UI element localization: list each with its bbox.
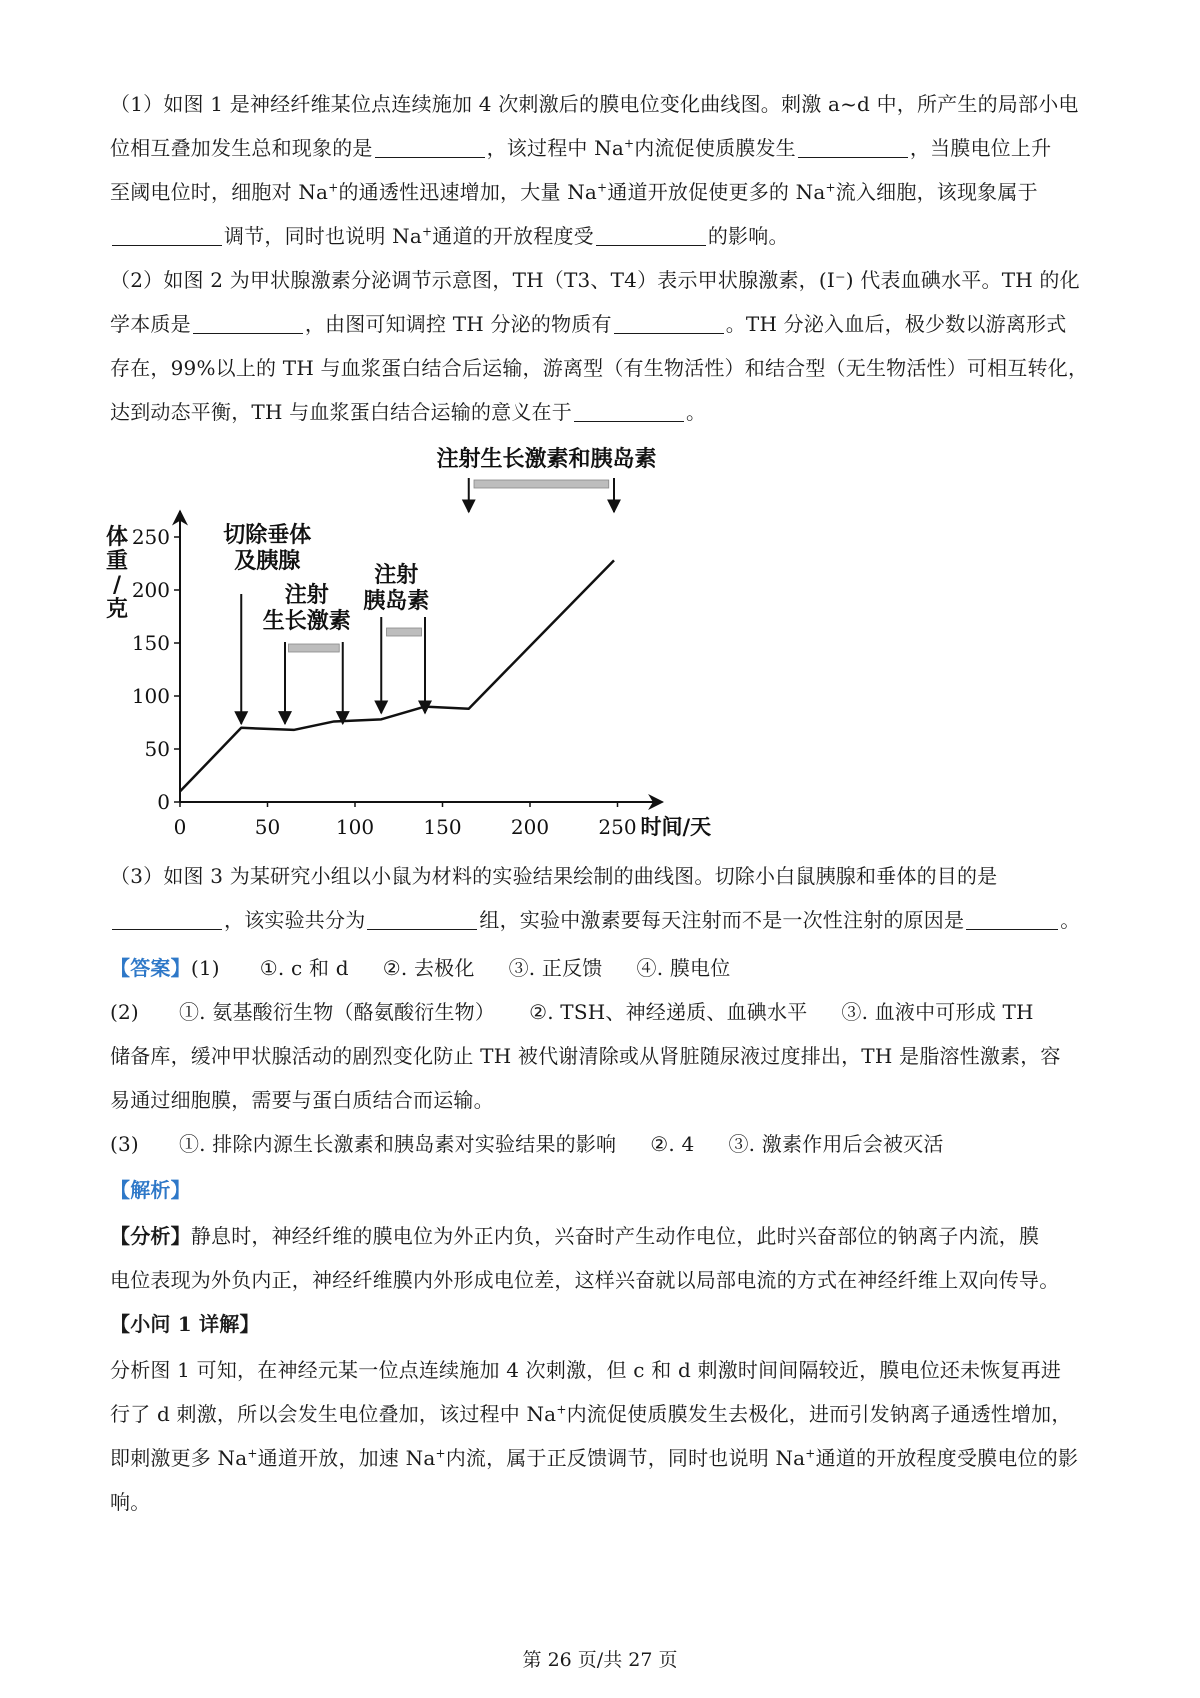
x-tick-label: 100: [335, 815, 375, 839]
annotation-label: 胰岛素: [363, 588, 430, 614]
y-tick-label: 250: [131, 525, 170, 549]
answer-blank[interactable]: [193, 313, 303, 334]
answer-blank[interactable]: [112, 225, 222, 246]
answer-line-3: 储备库，缓冲甲状腺活动的剧烈变化防止 TH 被代谢清除或从肾脏随尿液过度排出，TH 是脂溶性激素，容: [110, 1044, 1061, 1068]
answer-blank[interactable]: [112, 909, 222, 930]
page-footer: 第 26 页/共 27 页: [522, 1649, 678, 1671]
y-axis-label-char: 体: [105, 524, 129, 550]
x-tick-label: 200: [510, 815, 550, 839]
y-axis-label-char: /: [112, 572, 122, 598]
q2-line-3: 存在，99%以上的 TH 与血浆蛋白结合后运输，游离型（有生物活性）和结合型（无生物活性）可相互转化，: [110, 356, 1089, 380]
annotation-label: 注射生长激素和胰岛素: [436, 446, 657, 472]
analysis-tag: 【解析】: [110, 1178, 191, 1202]
y-tick-label: 50: [144, 737, 170, 761]
detail-tag-line: 【小问 1 详解】: [110, 1312, 260, 1336]
weight-time-chart: [100, 446, 740, 862]
injection-period-bar: [387, 628, 422, 636]
q2-line-4: 达到动态平衡，TH 与血浆蛋白结合运输的意义在于 。: [110, 400, 707, 424]
answer-blank[interactable]: [596, 225, 706, 246]
answer-line-4: 易通过细胞膜，需要与蛋白质结合而运输。: [110, 1088, 494, 1112]
q1-line-3: 至阈电位时，细胞对 Na+的通透性迅速增加，大量 Na+通道开放促使更多的 Na+流入细胞，该现象属于: [110, 180, 1038, 204]
q1-line-1: （1）如图 1 是神经纤维某位点连续施加 4 次刺激后的膜电位变化曲线图。刺激 a~d 中，所产生的局部小电: [110, 92, 1079, 116]
y-axis-label-char: 重: [105, 548, 129, 574]
y-tick-label: 100: [131, 684, 170, 708]
fenxi-line-1: 【分析】静息时，神经纤维的膜电位为外正内负，兴奋时产生动作电位，此时兴奋部位的钠离子内流，膜: [110, 1224, 1040, 1248]
answer-blank[interactable]: [574, 401, 684, 422]
injection-period-bar: [474, 480, 609, 488]
x-tick-label: 250: [598, 815, 637, 839]
answer-blank[interactable]: [367, 909, 477, 930]
injection-period-bar: [289, 644, 340, 652]
answer-tag: 【答案】: [110, 956, 191, 980]
annotation-label: 注射: [284, 582, 329, 608]
detail-line-1: 分析图 1 可知，在神经元某一位点连续施加 4 次刺激，但 c 和 d 刺激时间间隔较近，膜电位还未恢复再进: [110, 1358, 1062, 1382]
x-tick-label: 50: [254, 815, 281, 839]
y-tick-label: 0: [157, 790, 170, 814]
answer-line-5: (3) ①. 排除内源生长激素和胰岛素对实验结果的影响 ②. 4 ③. 激素作用后会被灭活: [110, 1132, 944, 1156]
detail-line-4: 响。: [110, 1490, 151, 1514]
annotation-label: 生长激素: [262, 608, 351, 634]
answer-blank[interactable]: [375, 137, 485, 158]
detail-line-3: 即刺激更多 Na+通道开放，加速 Na+内流，属于正反馈调节，同时也说明 Na+通道的开放程度受膜电位的影: [110, 1446, 1079, 1470]
answer-line-2: (2) ①. 氨基酸衍生物（酪氨酸衍生物） ②. TSH、神经递质、血碘水平 ③. 血液中可形成 TH: [110, 1000, 1034, 1024]
answer-blank[interactable]: [614, 313, 724, 334]
answer-line-1: 【答案】(1) ①. c 和 d ②. 去极化 ③. 正反馈 ④. 膜电位: [110, 956, 731, 980]
q1-line-4: 调节，同时也说明 Na+通道的开放程度受 的影响。: [110, 212, 1100, 260]
q1-line-2: 位相互叠加发生总和现象的是 ，该过程中 Na+内流促使质膜发生 ，当膜电位上升: [110, 136, 1052, 160]
q2-line-2: 学本质是 ，由图可知调控 TH 分泌的物质有 。TH 分泌入血后，极少数以游离形式: [110, 312, 1067, 336]
q2-line-1: （2）如图 2 为甲状腺激素分泌调节示意图，TH（T3、T4）表示甲状腺激素，(I⁻) 代表血碘水平。TH 的化: [110, 268, 1080, 292]
annotation-label: 切除垂体: [223, 522, 312, 548]
y-tick-label: 200: [131, 578, 170, 602]
y-axis-label-char: 克: [105, 596, 129, 622]
q3-line-1: （3）如图 3 为某研究小组以小鼠为材料的实验结果绘制的曲线图。切除小白鼠胰腺和垂体的目的是: [110, 864, 998, 888]
answer-blank[interactable]: [798, 137, 908, 158]
annotation-label: 注射: [374, 562, 419, 588]
q3-line-2: ，该实验共分为 组，实验中激素要每天注射而不是一次性注射的原因是 。: [110, 896, 1100, 944]
x-axis-label: 时间/天: [640, 814, 712, 839]
x-tick-label: 0: [173, 815, 187, 839]
analysis-tag-line: [110, 1166, 1100, 1214]
y-tick-label: 150: [131, 631, 170, 655]
fenxi-line-2: 电位表现为外负内正，神经纤维膜内外形成电位差，这样兴奋就以局部电流的方式在神经纤维上双向传导。: [110, 1268, 1060, 1292]
detail-line-2: 行了 d 刺激，所以会发生电位叠加，该过程中 Na+内流促使质膜发生去极化，进而引发钠离子通透性增加，: [110, 1402, 1072, 1426]
x-tick-label: 150: [423, 815, 462, 839]
answer-blank[interactable]: [966, 909, 1058, 930]
annotation-label: 及胰腺: [234, 548, 301, 574]
